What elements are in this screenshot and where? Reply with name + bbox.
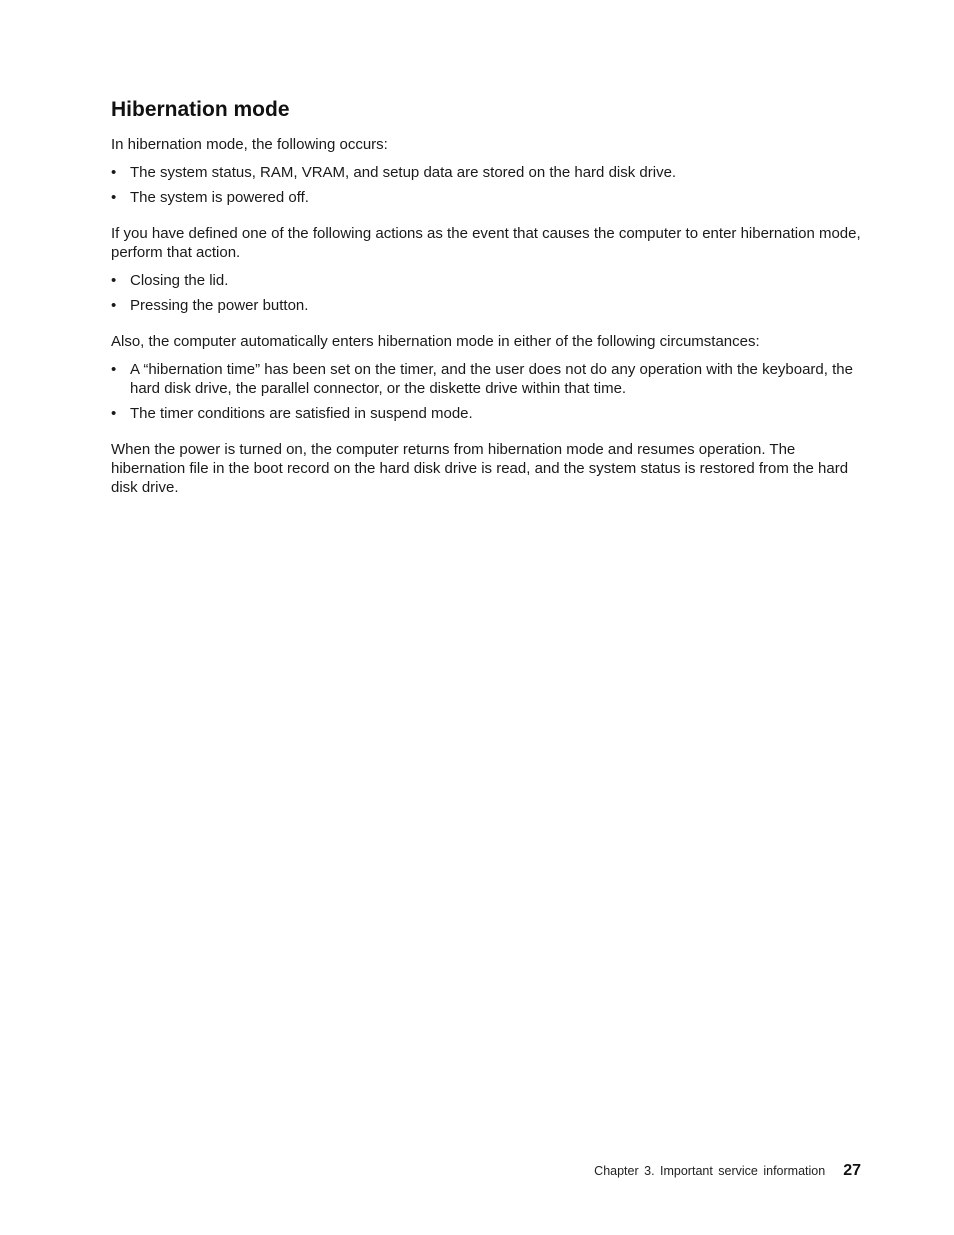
actions-list xyxy=(111,271,871,315)
resume-paragraph: When the power is turned on, the computer returns from hibernation mode and resumes operation. The hibernation file in the boot record on the hard disk drive is read, and the system status is restored from the hard disk drive. xyxy=(111,441,849,496)
footer-chapter: Chapter 3. Important service information xyxy=(594,1164,826,1178)
defined-actions-paragraph: If you have defined one of the following actions as the event that causes the computer to enter hibernation mode, perform that action. xyxy=(111,225,861,261)
bullet-icon: • xyxy=(111,405,117,422)
list-item-text: The system is powered off. xyxy=(130,189,309,206)
list-item xyxy=(111,360,871,398)
bullet-icon: • xyxy=(111,297,117,314)
list-item xyxy=(111,163,871,182)
bullet-icon: • xyxy=(111,361,117,378)
document-content xyxy=(111,96,871,497)
list-item-text: Closing the lid. xyxy=(130,272,229,289)
automatic-paragraph: Also, the computer automatically enters hibernation mode in either of the following circumstances: xyxy=(111,333,760,350)
list-item xyxy=(111,404,871,423)
list-item xyxy=(111,271,871,290)
bullet-icon: • xyxy=(111,272,117,289)
circumstance-list xyxy=(111,360,871,423)
page-footer xyxy=(594,1162,861,1180)
list-item xyxy=(111,188,871,207)
list-item xyxy=(111,296,871,315)
list-item-text: The system status, RAM, VRAM, and setup data are stored on the hard disk drive. xyxy=(130,164,677,181)
bullet-icon: • xyxy=(111,189,117,206)
bullet-icon: • xyxy=(111,164,117,181)
section-title: Hibernation mode xyxy=(111,98,290,121)
list-item-text: Pressing the power button. xyxy=(130,297,309,314)
page-number: 27 xyxy=(843,1162,861,1179)
list-item-text: The timer conditions are satisfied in suspend mode. xyxy=(130,405,473,422)
list-item-text: A “hibernation time” has been set on the timer, and the user does not do any operation with the keyboard, the hard disk drive, the parallel connector, or the diskette drive within that time. xyxy=(130,361,853,397)
intro-paragraph: In hibernation mode, the following occurs: xyxy=(111,136,388,153)
occurs-list xyxy=(111,163,871,207)
